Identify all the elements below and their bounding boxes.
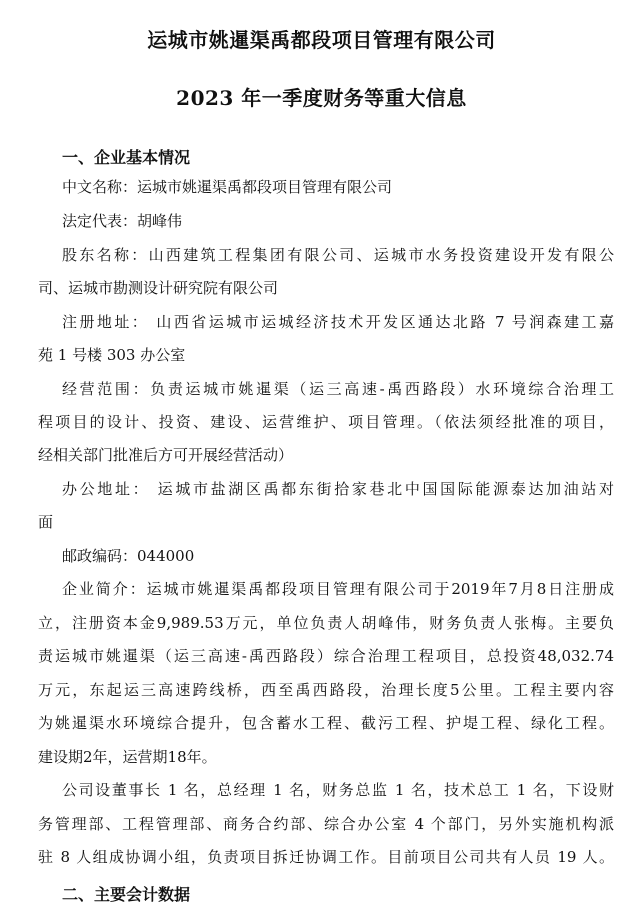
shareholders-line-2: 司、运城市勘测设计研究院有限公司 bbox=[38, 279, 279, 297]
profile-line-2: 立，注册资本金9,989.53万元，单位负责人胡峰伟，财务负责人张梅。主要负 bbox=[38, 614, 614, 632]
profile-line-4: 万元，东起运三高速跨线桥，西至禹西路段，治理长度5公里。工程主要内容 bbox=[38, 681, 614, 699]
reg-address-line-1: 注册地址： 山西省运城市运城经济技术开发区通达北路 7 号润森建工嘉 bbox=[62, 313, 614, 331]
office-address-line-1: 办公地址： 运城市盐湖区禹都东街拾家巷北中国国际能源泰达加油站对 bbox=[62, 480, 614, 498]
scope-line-2: 程项目的设计、投资、建设、运营维护、项目管理。（依法须经批准的项目， bbox=[38, 413, 614, 431]
chinese-name-line: 中文名称：运城市姚暹渠禹都段项目管理有限公司 bbox=[62, 178, 393, 196]
office-address-line-2: 面 bbox=[38, 513, 54, 531]
profile-line-6: 建设期2年，运营期18年。 bbox=[38, 748, 217, 766]
org-line-1: 公司设董事长 1 名，总经理 1 名，财务总监 1 名，技术总工 1 名，下设财 bbox=[62, 781, 614, 799]
org-line-3: 驻 8 人组成协调小组，负责项目拆迁协调工作。目前项目公司共有人员 19 人。 bbox=[38, 848, 614, 866]
postcode-line: 邮政编码：044000 bbox=[62, 547, 195, 565]
shareholders-line-1: 股东名称：山西建筑工程集团有限公司、运城市水务投资建设开发有限公 bbox=[62, 246, 614, 264]
profile-line-1: 企业简介：运城市姚暹渠禹都段项目管理有限公司于2019年7月8日注册成 bbox=[62, 580, 614, 598]
reg-address-line-2: 苑 1 号楼 303 办公室 bbox=[38, 346, 186, 364]
section-heading-accounting-data: 二、主要会计数据 bbox=[62, 885, 191, 904]
profile-line-5: 为姚暹渠水环境综合提升，包含蓄水工程、截污工程、护堤工程、绿化工程。 bbox=[38, 714, 614, 732]
document-title: 运城市姚暹渠禹都段项目管理有限公司 bbox=[147, 28, 496, 52]
org-line-2: 务管理部、工程管理部、商务合约部、综合办公室 4 个部门，另外实施机构派 bbox=[38, 815, 614, 833]
profile-line-3: 责运城市姚暹渠（运三高速-禹西路段）综合治理工程项目，总投资48,032.74 bbox=[38, 647, 614, 665]
legal-rep-line: 法定代表：胡峰伟 bbox=[62, 212, 183, 230]
document-subtitle: 2023 年一季度财务等重大信息 bbox=[176, 86, 467, 110]
scope-line-1: 经营范围：负责运城市姚暹渠（运三高速-禹西路段）水环境综合治理工 bbox=[62, 380, 614, 398]
scope-line-3: 经相关部门批准后方可开展经营活动） bbox=[38, 446, 294, 464]
section-heading-basic-info: 一、企业基本情况 bbox=[62, 148, 191, 167]
